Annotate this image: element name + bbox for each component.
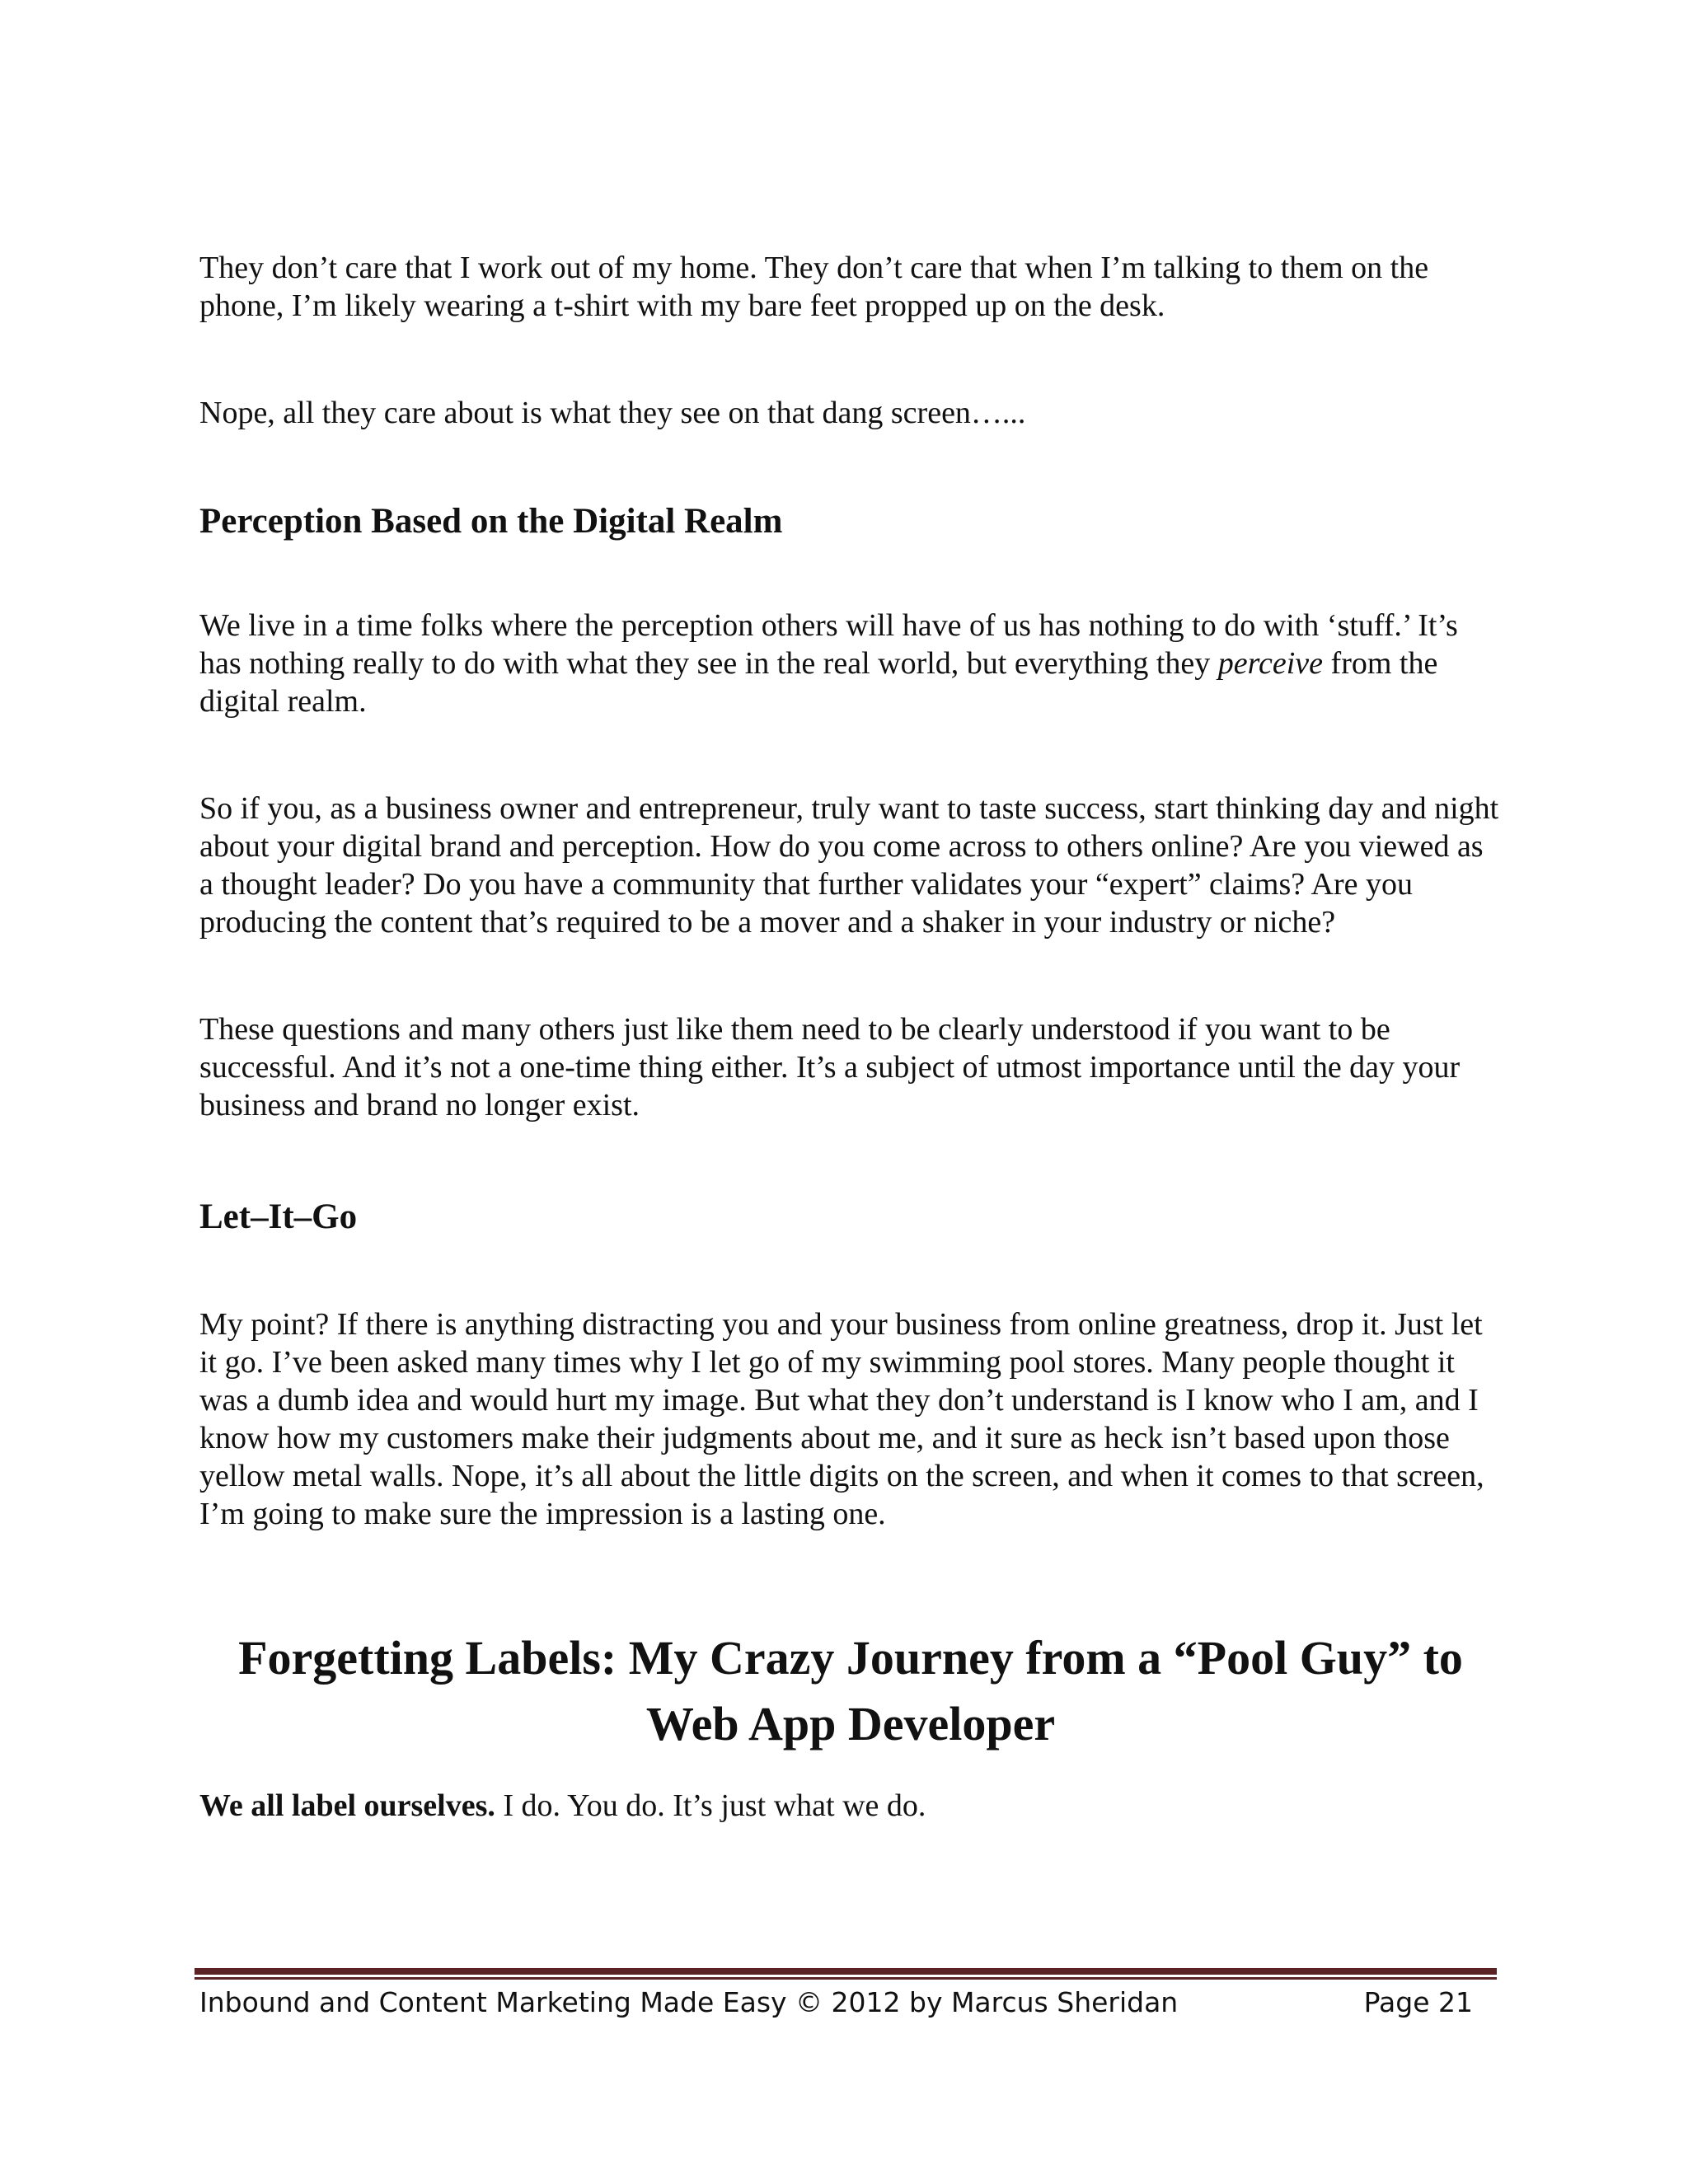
section-heading-perception: Perception Based on the Digital Realm — [199, 502, 783, 541]
paragraph-4: So if you, as a business owner and entrepreneur, truly want to taste success, start thinking day and night about your digital brand and perception. How do you come across to others online? Are you viewed as a thought leader? Do you have a community that further validates your “expert” claims? Are you producing the content that’s required to be a mover and a shaker in your industry or niche? — [199, 791, 1499, 940]
paragraph-5: These questions and many others just like them need to be clearly understood if you want to be successful. And it’s not a one-time thing either. It’s a subject of utmost importance until the day your business and brand no longer exist. — [199, 1012, 1461, 1122]
page-body — [199, 249, 1502, 1825]
footer-rule — [195, 1968, 1497, 1980]
paragraph-6: My point? If there is anything distracting you and your business from online greatness, drop it. Just let it go. I’ve been asked many times why I let go of my swimming pool stores. Many people thought it was a dumb idea and would hurt my image. But what they don’t understand is I know who I am, and I know how my customers make their judgments about me, and it sure as heck isn’t based upon those yellow metal walls. Nope, it’s all about the little digits on the screen, and when it comes to that screen, I’m going to make sure the impression is a lasting one. — [199, 1307, 1484, 1531]
paragraph-3-text-a: We live in a time folks where the perception others will have of us has nothing to do with ‘stuff.’ It’s has nothing really to do with what they see in the real world, but everything they — [199, 608, 1458, 681]
spacer — [199, 941, 1502, 1010]
paragraph-3 — [199, 607, 1502, 720]
chapter-title — [199, 1625, 1502, 1757]
footer-page-number: Page 21 — [1363, 1986, 1473, 2018]
spacer — [199, 1238, 1502, 1305]
paragraph-3-emphasis: perceive — [1217, 646, 1324, 681]
spacer — [199, 542, 1502, 607]
chapter-title-line-1: Forgetting Labels: My Crazy Journey from a “Pool Guy” to — [238, 1631, 1463, 1685]
chapter-title-line-2: Web App Developer — [645, 1697, 1056, 1750]
spacer — [199, 1124, 1502, 1197]
spacer — [199, 720, 1502, 790]
paragraph-7-text: I do. You do. It’s just what we do. — [495, 1788, 926, 1823]
paragraph-2: Nope, all they care about is what they see on that dang screen…... — [199, 396, 1026, 430]
paragraph-1: They don’t care that I work out of my home. They don’t care that when I’m talking to them on the phone, I’m likely wearing a t-shirt with my bare feet propped up on the desk. — [199, 251, 1429, 323]
footer-copyright: Inbound and Content Marketing Made Easy © 2012 by Marcus Sheridan — [199, 1986, 1179, 2018]
spacer — [199, 432, 1502, 501]
spacer — [199, 1757, 1502, 1787]
paragraph-7 — [199, 1787, 1502, 1825]
spacer — [199, 325, 1502, 394]
spacer — [199, 1533, 1502, 1625]
paragraph-7-bold-lead: We all label ourselves. — [199, 1788, 495, 1823]
section-heading-let-it-go: Let–It–Go — [199, 1197, 358, 1236]
footer-rule-thin — [195, 1977, 1497, 1980]
footer-rule-thick — [195, 1968, 1497, 1975]
paragraph-3-text-b: from the digital realm. — [199, 646, 1438, 719]
